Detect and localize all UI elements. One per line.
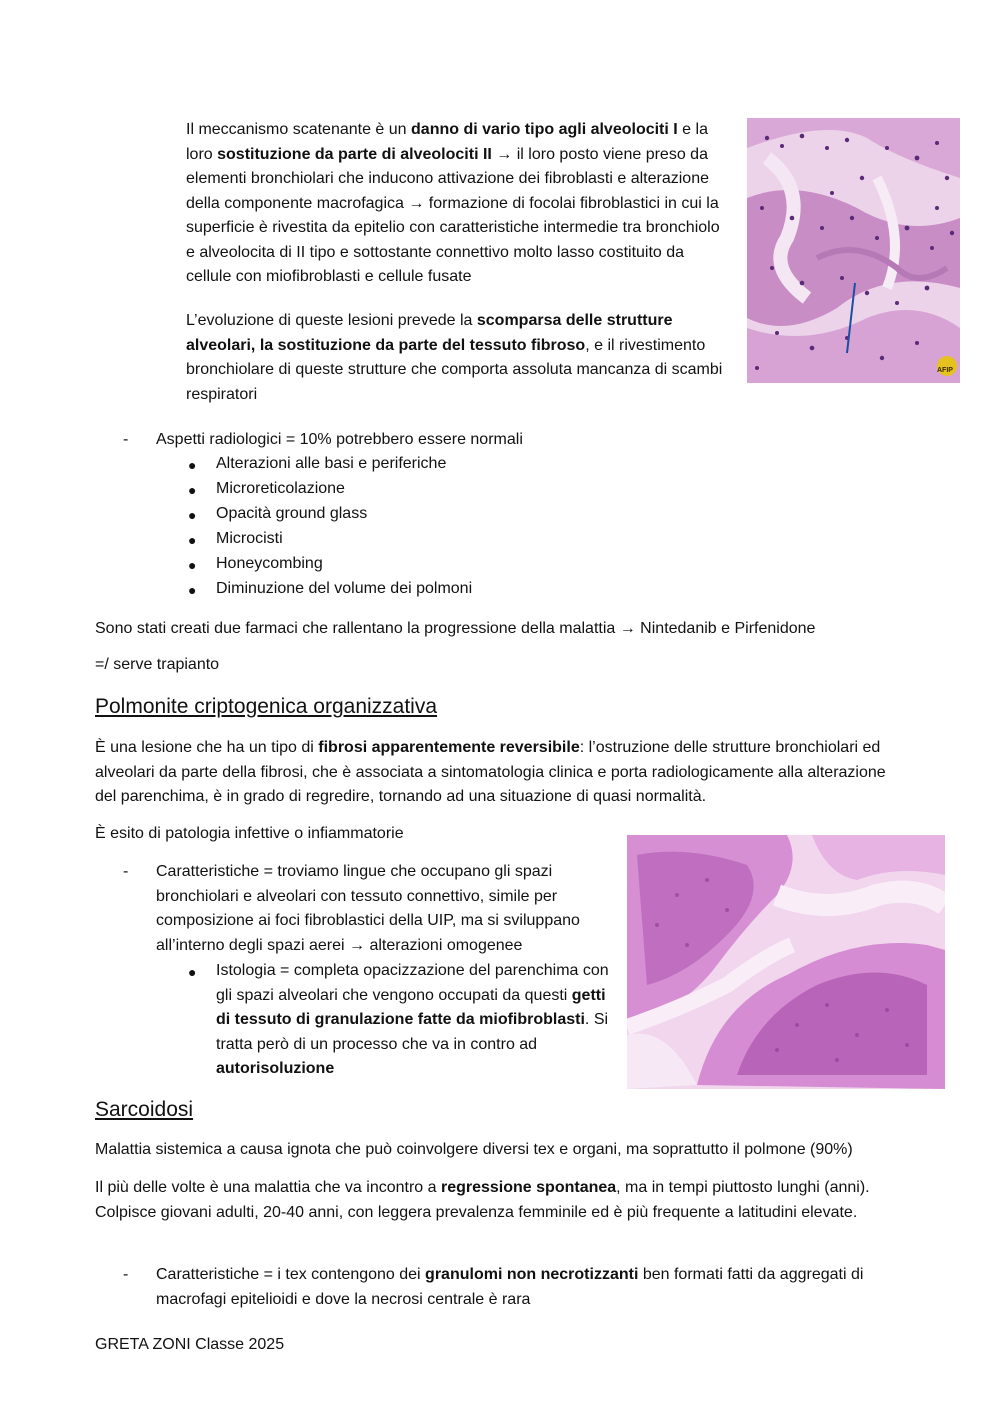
section-heading-cop: Polmonite criptogenica organizzativa xyxy=(95,695,438,718)
text: : l’ostruzione delle strutture bronchiolari ed alveolari da parte della fibrosi, che è associata a sintomatologia clinica e porta radiologicamente alla alterazione del parenchima, è in grado di regredire, tornando ad una situazione di quasi normalità. xyxy=(95,739,886,805)
list-item: Diminuzione del volume dei polmoni xyxy=(216,580,473,597)
radiology-title: Aspetti radiologici = 10% potrebbero essere normali xyxy=(156,431,523,448)
histology-image-cop xyxy=(627,835,945,1089)
bold-text: granulomi non necrotizzanti xyxy=(425,1266,639,1283)
sarc-paragraph-1: Malattia sistemica a causa ignota che può coinvolgere diversi tex e organi, ma soprattutto il polmone (90%) xyxy=(95,1141,853,1158)
list-item: Opacità ground glass xyxy=(216,505,368,522)
bullet-icon: ● xyxy=(188,964,197,980)
transplant-note: =/ serve trapianto xyxy=(95,656,220,673)
list-dash: - xyxy=(123,1266,129,1283)
text: ben formati fatti da aggregati di macrofagi epitelioidi e dove la necrosi centrale è rara xyxy=(156,1266,864,1308)
page-footer: GRETA ZONI Classe 2025 xyxy=(95,1336,285,1353)
text: Il più delle volte è una malattia che va incontro a xyxy=(95,1179,441,1196)
cop-histology xyxy=(216,959,609,1082)
list-item: Alterazioni alle basi e periferiche xyxy=(216,455,447,472)
text: . Si tratta però di un processo che va in contro ad xyxy=(216,1011,609,1053)
list-item: Honeycombing xyxy=(216,555,323,572)
bold-text: regressione spontanea xyxy=(440,1179,617,1196)
sarc-characteristics xyxy=(156,1263,906,1312)
list-item: Microreticolazione xyxy=(216,480,345,497)
text: e la loro xyxy=(186,121,708,163)
text: Istologia = completa opacizzazione del parenchima con gli spazi alveolari che vengono occupati da questi xyxy=(216,962,609,1004)
list-dash: - xyxy=(123,863,129,880)
text: Caratteristiche = i tex contengono dei xyxy=(156,1266,426,1283)
cop-paragraph-2: È esito di patologia infettive o infiammatorie xyxy=(95,825,404,842)
text: Il meccanismo scatenante è un xyxy=(186,121,412,138)
bold-text: fibrosi apparentemente reversibile xyxy=(318,739,580,756)
text: È una lesione che ha un tipo di xyxy=(95,739,319,756)
text: , e il rivestimento bronchiolare di queste strutture che comporta assoluta mancanza di scambi respiratori xyxy=(186,336,723,403)
bold-text: getti di tessuto di granulazione fatte da miofibroblasti xyxy=(216,986,606,1028)
bullet-icon: ● xyxy=(188,457,197,473)
text: , ma in tempi piuttosto lunghi (anni). Colpisce giovani adulti, 20-40 anni, con leggera prevalenza femminile ed è più frequente a latitudini elevate. xyxy=(95,1179,870,1221)
afip-logo-text: AFIP xyxy=(937,367,953,374)
bold-text: scomparsa delle strutture alveolari, la sostituzione da parte del tessuto fibroso xyxy=(186,312,673,354)
bold-text: danno di vario tipo agli alveolociti I xyxy=(411,121,678,138)
cop-characteristics: Caratteristiche = troviamo lingue che occupano gli spazi bronchiolari e alveolari con tessuto connettivo, simile per composizione ai foci fibroblastici della UIP, ma si sviluppano all’interno degli spazi aerei → alterazioni omogenee xyxy=(156,863,580,954)
histology-uip-drawing xyxy=(747,118,960,383)
bullet-icon: ● xyxy=(188,507,197,523)
list-item: Microcisti xyxy=(216,530,283,547)
bold-text: sostituzione da parte di alveolociti II xyxy=(217,145,492,163)
text: L’evoluzione di queste lesioni prevede la xyxy=(186,312,477,329)
list-dash: - xyxy=(123,431,129,448)
bullet-icon: ● xyxy=(188,482,197,498)
sarc-paragraph-2 xyxy=(95,1176,900,1225)
histology-image-uip xyxy=(747,118,960,383)
bold-text: autorisoluzione xyxy=(216,1060,335,1077)
bullet-icon: ● xyxy=(188,557,197,573)
bullet-icon: ● xyxy=(188,532,197,548)
intro-paragraph-1 xyxy=(186,118,731,290)
text: → il loro posto viene preso da elementi bronchiolari che inducono attivazione dei fibroblasti e alterazione della componente macrofagica → formazione di focolai fibroblastici in cui la superficie è rivestita da epitelio con caratteristiche intermedie tra bronchiolo e alveolocita di II tipo e sottostante connettivo molto lasso costituito da cellule con miofibroblasti e cellule fusate xyxy=(186,145,720,285)
cop-paragraph-1 xyxy=(95,736,905,810)
drugs-paragraph: Sono stati creati due farmaci che rallentano la progressione della malattia → Nintedanib e Pirfenidone xyxy=(95,620,816,637)
section-heading-sarcoidosi: Sarcoidosi xyxy=(95,1098,194,1121)
bullet-icon: ● xyxy=(188,582,197,598)
histology-cop-drawing xyxy=(627,835,945,1089)
intro-paragraph-2 xyxy=(186,309,731,407)
